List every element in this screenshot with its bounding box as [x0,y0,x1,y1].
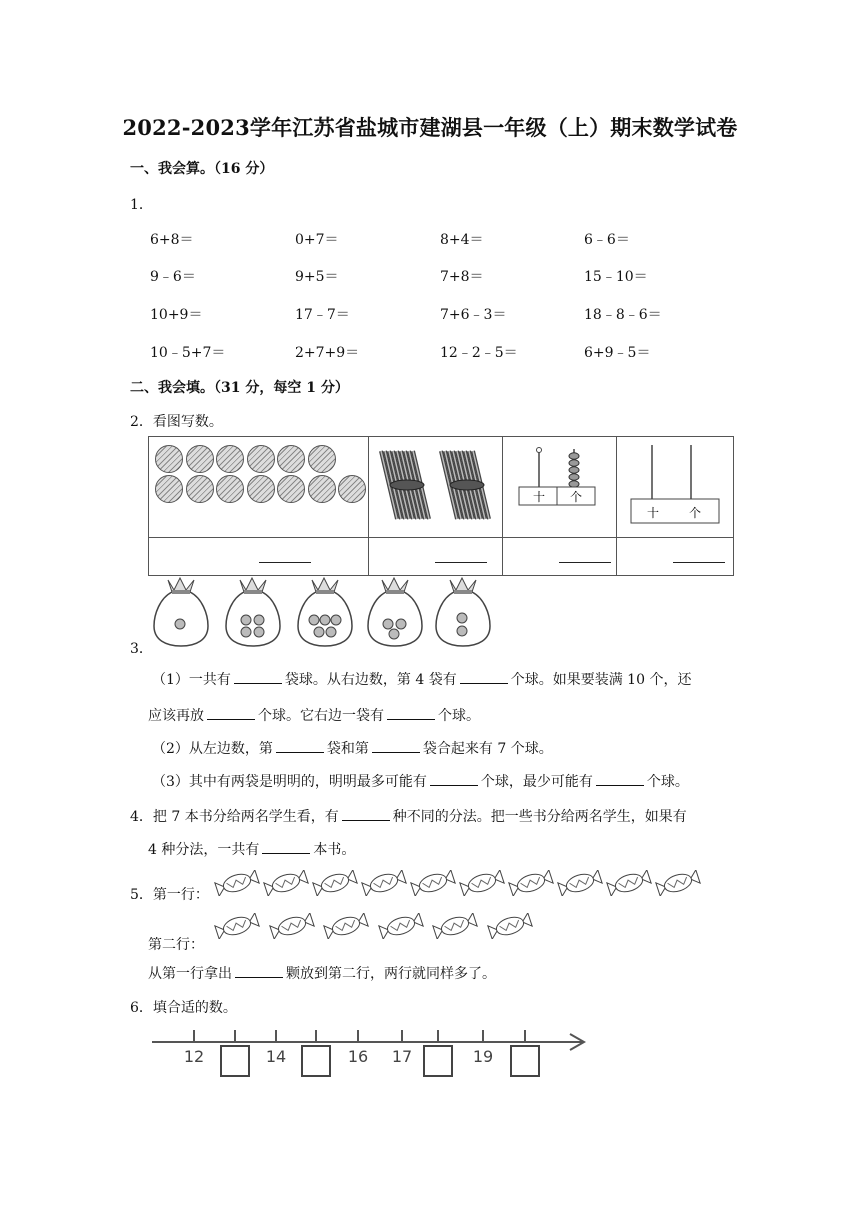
answer-box[interactable] [424,1046,452,1076]
q3-blank-7[interactable] [430,772,478,786]
calc-item: 0+7＝ [295,232,339,248]
candy-icon [214,870,260,900]
candy-icon [508,870,554,900]
volleyball-icon [186,475,214,503]
q3-part2: （2）从左边数，第 袋和第 袋合起来有 7 个球。 [152,741,553,757]
candy-icon [432,913,478,943]
q3-blank-6[interactable] [372,739,420,753]
volleyball-icon [216,475,244,503]
calc-item: 2+7+9＝ [295,345,360,361]
abacus-2-ones-label: 个 [689,506,702,520]
abacus-1-tens-label: 十 [533,490,546,504]
abacus-1-cell [503,437,617,538]
ball-bag-icon [294,576,356,652]
section-1-heading: 一、我会算。（16 分） [130,161,274,177]
picture-number-table [148,436,734,576]
candy-icon [557,870,603,900]
stick-bundle-icon [379,447,423,519]
calc-item: 10﹣5+7＝ [150,345,226,361]
volleyball-icon [277,475,305,503]
q3-blank-3[interactable] [207,706,255,720]
q5-row1-label: 5．第一行： [130,887,209,903]
answer-box[interactable] [221,1046,249,1076]
volleyball-icon [308,475,336,503]
calc-item: 9﹣6＝ [150,269,196,285]
q6-label: 6．填合适的数。 [130,1000,237,1016]
q3-part3: （3）其中有两袋是明明的，明明最多可能有 个球，最少可能有 个球。 [152,774,689,790]
volleyball-icon [277,445,305,473]
q4-blank-2[interactable] [262,840,310,854]
answer-box[interactable] [511,1046,539,1076]
answer-cell-2[interactable] [369,538,503,576]
calc-item: 6﹣6＝ [584,232,630,248]
candy-icon [487,913,533,943]
question-2-label: 2．看图写数。 [130,414,223,430]
volleyball-icon [247,475,275,503]
abacus-2-cell [617,437,734,538]
bundles-cell [369,437,503,538]
calc-item: 15﹣10＝ [584,269,648,285]
tick-label: 19 [472,1047,494,1066]
candy-icon [655,870,701,900]
page-title: 2022-2023学年江苏省盐城市建湖县一年级（上）期末数学试卷 [122,115,738,140]
question-3-number: 3． [130,641,153,657]
section-2-heading: 二、我会填。（31 分，每空 1 分） [130,380,349,396]
tick-label: 16 [347,1047,369,1066]
calc-item: 18﹣8﹣6＝ [584,307,662,323]
q3-blank-2[interactable] [460,670,508,684]
volleyball-icon [155,475,183,503]
number-line [148,1024,598,1084]
tick-label: 17 [391,1047,413,1066]
q3-blank-1[interactable] [234,670,282,684]
abacus-1-ones-label: 个 [570,490,583,504]
q3-blank-4[interactable] [387,706,435,720]
candy-icon [606,870,652,900]
q5-row2-label: 第二行： [148,937,204,953]
balls-cell [149,437,369,538]
answer-cell-3[interactable] [503,538,617,576]
volleyball-icon [155,445,183,473]
calc-item: 9+5＝ [295,269,339,285]
q3-blank-8[interactable] [596,772,644,786]
abacus-2-tens-label: 十 [647,506,660,520]
abacus-2-icon [617,437,733,533]
candy-icon [410,870,456,900]
calc-item: 10+9＝ [150,307,203,323]
tick-label: 12 [183,1047,205,1066]
candy-icon [378,913,424,943]
tick-label: 14 [265,1047,287,1066]
q4-line1: 4．把 7 本书分给两名学生看，有 种不同的分法。把一些书分给两名学生，如果有 [130,809,687,825]
candy-icon [312,870,358,900]
calc-item: 17﹣7＝ [295,307,350,323]
q4-line2: 4 种分法，一共有 本书。 [148,842,356,858]
candy-icon [214,913,260,943]
answer-cell-1[interactable] [149,538,369,576]
answer-cell-4[interactable] [617,538,734,576]
ball-bag-icon [150,576,212,652]
ball-bag-icon [432,576,494,652]
calc-item: 12﹣2﹣5＝ [440,345,518,361]
q5-blank[interactable] [235,964,283,978]
calc-item: 7+6﹣3＝ [440,307,507,323]
calc-item: 8+4＝ [440,232,484,248]
q3-blank-5[interactable] [276,739,324,753]
calc-item: 6+8＝ [150,232,194,248]
candy-icon [323,913,369,943]
q3-part1-line2: 应该再放 个球。它右边一袋有 个球。 [148,708,480,724]
candy-icon [263,870,309,900]
calc-item: 6+9﹣5＝ [584,345,651,361]
candy-icon [269,913,315,943]
volleyball-icon [338,475,366,503]
ball-bag-icon [364,576,426,652]
calc-item: 7+8＝ [440,269,484,285]
volleyball-icon [247,445,275,473]
q4-blank-1[interactable] [342,807,390,821]
q3-part1-line1: （1）一共有 袋球。从右边数，第 4 袋有 个球。如果要装满 10 个，还 [152,672,692,688]
volleyball-icon [216,445,244,473]
answer-box[interactable] [302,1046,330,1076]
q5-question: 从第一行拿出 颗放到第二行，两行就同样多了。 [148,966,496,982]
stick-bundle-icon [439,447,483,519]
candy-icon [459,870,505,900]
candy-icon [361,870,407,900]
ball-bag-icon [222,576,284,652]
volleyball-icon [308,445,336,473]
volleyball-icon [186,445,214,473]
abacus-1-icon [503,437,616,533]
question-1-number: 1． [130,197,153,213]
